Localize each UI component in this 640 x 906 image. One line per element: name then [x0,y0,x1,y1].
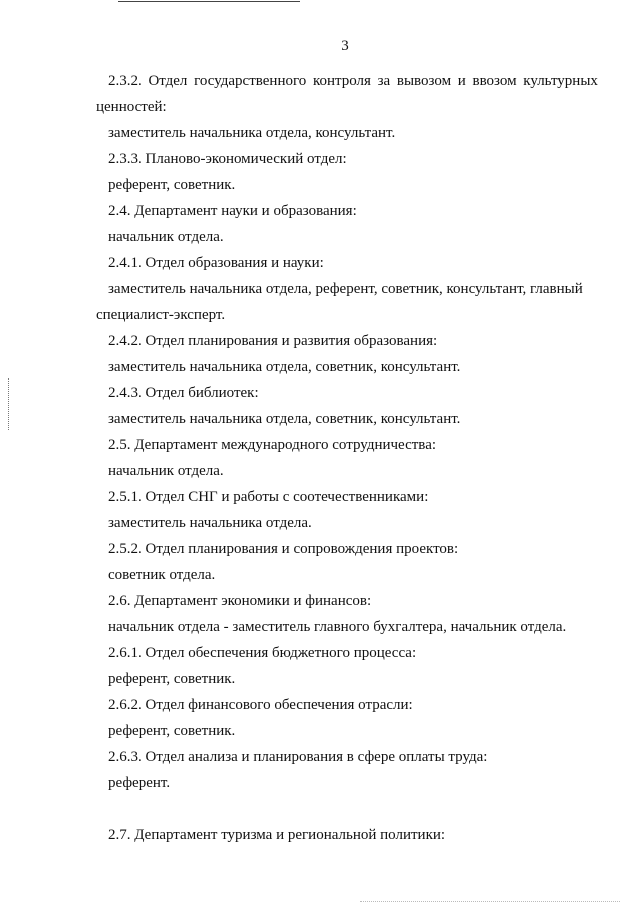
positions-list: заместитель начальника отдела. [108,515,312,531]
section-heading: 2.6.1. Отдел обеспечения бюджетного процесса: [108,645,417,661]
section-heading-continuation: ценностей: [96,99,167,115]
positions-list: заместитель начальника отдела, советник, консультант. [108,411,461,427]
positions-list: начальник отдела. [108,463,224,479]
section-heading: 2.5.1. Отдел СНГ и работы с соотечественниками: [108,489,429,505]
top-scan-rule [118,1,300,2]
section-heading: 2.4.1. Отдел образования и науки: [108,255,324,271]
positions-list: референт, советник. [108,671,236,687]
section-heading-2-3-2 [108,68,598,94]
heading-word: вывозом [396,73,452,89]
positions-list: заместитель начальника отдела, референт, советник, консультант, главный [108,281,583,297]
section-heading: 2.6.3. Отдел анализа и планирования в сфере оплаты труда: [108,749,488,765]
section-heading: 2.3.3. Планово-экономический отдел: [108,151,347,167]
section-heading: 2.4.2. Отдел планирования и развития образования: [108,333,438,349]
document-body [96,68,600,848]
section-heading: 2.6.2. Отдел финансового обеспечения отрасли: [108,697,413,713]
heading-word: контроля [312,73,371,89]
positions-list: начальник отдела. [108,229,224,245]
heading-word: и [457,73,466,89]
positions-list: заместитель начальника отдела, советник, консультант. [108,359,461,375]
heading-word: культурных [523,73,598,89]
section-heading: 2.4. Департамент науки и образования: [108,203,357,219]
heading-word: Отдел [148,73,188,89]
heading-word: ввозом [472,73,517,89]
heading-word: 2.3.2. [108,73,142,89]
margin-scan-marks [8,378,10,430]
heading-word: государственного [194,73,307,89]
positions-list: начальник отдела - заместитель главного бухгалтера, начальник отдела. [108,619,567,635]
positions-list: референт, советник. [108,723,236,739]
section-heading: 2.6. Департамент экономики и финансов: [108,593,372,609]
paragraph-gap [108,796,600,822]
positions-list: советник отдела. [108,567,216,583]
positions-list: референт, советник. [108,177,236,193]
section-heading: 2.7. Департамент туризма и региональной политики: [108,827,446,843]
positions-list: заместитель начальника отдела, консультант. [108,125,396,141]
section-heading: 2.5. Департамент международного сотрудничества: [108,437,437,453]
bottom-scan-marks [360,901,620,906]
positions-list: референт. [108,775,171,791]
section-heading: 2.5.2. Отдел планирования и сопровождения проектов: [108,541,459,557]
positions-list-continuation: специалист-эксперт. [96,307,226,323]
page-number: 3 [341,38,349,54]
section-heading: 2.4.3. Отдел библиотек: [108,385,259,401]
heading-word: за [377,73,391,89]
